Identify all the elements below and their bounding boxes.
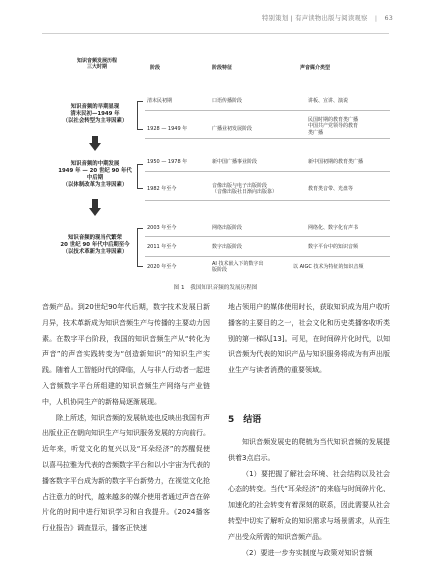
bracket-line <box>137 188 143 189</box>
phase-cell: 2011 年至今 <box>147 244 177 250</box>
header-rule <box>42 33 389 34</box>
type-cell: 数字平台中的知识音频 <box>308 244 359 250</box>
type-cell: 新中国初期的教育类广播 <box>308 159 364 165</box>
type-cell: 讲板、宣讲、演说 <box>308 98 349 104</box>
header-feature: 阶段特征 <box>212 65 233 71</box>
bracket-line <box>137 101 138 129</box>
feature-cell: AI 技术嵌入下的数字出 版阶段 <box>212 261 264 274</box>
right-column-conclusion <box>228 435 390 561</box>
figure-caption: 图 1 我国知识音频的发展历程图 <box>173 285 258 291</box>
header-content-type: 声音媒介类型 <box>300 65 331 71</box>
bracket-line <box>137 129 143 130</box>
type-cell: 教育类音带、光盘等 <box>308 186 354 192</box>
running-title: 特别策划 | 有声读物出版与阅读观察 <box>261 14 368 22</box>
phase-cell: 1950 — 1978 年 <box>147 159 188 165</box>
row-divider <box>145 171 390 172</box>
bracket-line <box>137 228 138 266</box>
feature-cell: 数字出版阶段 <box>212 244 243 250</box>
bracket-line <box>137 228 143 229</box>
header-separator: | <box>374 14 378 22</box>
type-cell: 网络化、数字化有声书 <box>308 225 359 231</box>
period-label-middle: 知识音频的中期发展 1949 年 — 20 世纪 90 年代 中后期 （以体制改革为主导因素） <box>58 161 132 188</box>
period-label-contemporary: 知识音频的现当代繁荣 20 世纪 90 年代中后期至今 （以技术革新为主导因素） <box>60 235 130 255</box>
feature-cell: 网络出版阶段 <box>212 225 243 231</box>
row-divider <box>145 200 390 201</box>
arrow-down-icon <box>89 208 101 216</box>
paragraph: 知识音频发展史的爬梳为当代知识音频的发展提供着3点启示。 <box>228 438 390 462</box>
header-stages: 知识音频发展历程 三大时期 <box>76 58 117 71</box>
phase-cell: 1982 年至今 <box>147 186 177 192</box>
period-label-early: 知识音频的早期显现 清末民初—1949 年 （以社会转型为主导因素） <box>62 104 128 124</box>
left-column <box>42 300 210 537</box>
feature-cell: 音像出版与电子出版阶段 （音像出版社日渐向出版靠） <box>212 183 278 196</box>
phase-cell: 2003 年至今 <box>147 225 177 231</box>
right-column-intro <box>228 300 390 379</box>
bracket-line <box>137 266 143 267</box>
bracket-line <box>137 164 138 188</box>
running-header <box>262 13 393 22</box>
paragraph: 音频产品。到20世纪90年代后期，数字技术发展日新月异，技术革新成为知识音频生产与传播的主要动力因素。在数字平台阶段，我国的知识音频生产从“转化为声音”的声音实践转变为“创造新知识”的知识生产实践。随着人工智能时代的降临，人与非人行动者一起进入音频数字平台所组建的知识音频生产网络与产业链中，人机协同生产的新格局逐渐展现。 <box>42 303 210 406</box>
phase-cell: 1928 — 1949 年 <box>147 126 188 132</box>
paragraph: （2）要进一步夯实制度与政策对知识音频 <box>242 548 373 557</box>
row-divider <box>145 110 390 111</box>
row-divider <box>145 236 390 237</box>
type-cell: 民国时期的教育类广播 中国共产党领导的教育 类广播 <box>308 117 359 136</box>
phase-cell: 2020 年至今 <box>147 264 177 270</box>
feature-cell: 新中国广播事业阶段 <box>212 159 258 165</box>
row-divider <box>145 138 390 139</box>
phase-cell: 清末民初期 <box>147 98 173 104</box>
type-cell: 以 AIGC 技术为特征的知识音频 <box>293 264 364 270</box>
bracket-line <box>137 101 143 102</box>
page-number: 63 <box>384 14 393 22</box>
feature-cell: 广播业初发展阶段 <box>212 126 253 132</box>
header-phase: 阶段 <box>150 65 161 71</box>
row-divider <box>145 256 390 257</box>
paragraph: 地占领用户的媒体使用时长，获取知识成为用户收听播客的主要目的之一，社会文化和历史类播客收听类别的第一梯队[13]。可见，在时间碎片化时代，以知识音频为代表的知识产品与知识服务将成为有声出版业生产与读者消费的重要领域。 <box>228 303 390 375</box>
bracket-line <box>137 164 143 165</box>
feature-cell: 口语传播阶段 <box>212 98 243 104</box>
paragraph: 除上所述，知识音频的发展轨迹也反映出我国有声出版业正在朝向知识生产与知识服务发展的方向前行。近年来，听觉文化的复兴以及“耳朵经济”的苏醒促使以喜马拉雅为代表的音频数字平台和以小宇宙为代表的播客数字平台成为新的数字平台新势力，在视觉文化抢占注意力的时代，越来越多的媒介使用者通过声音在碎片化的时间中进行知识学习和自我提升。《2024播客行业报告》调查显示，播客正快速 <box>42 413 210 533</box>
paragraph: （1）要把握了解社会环境、社会结构以及社会心态的转变。当代“耳朵经济”的来临与时间碎片化、加速化的社会转变有着深刻的联系，因此需要从社会转型中切实了解听众的知识需求与场景需求，从而生产出受众所需的知识音频产品。 <box>228 469 390 541</box>
arrow-down-icon <box>89 143 101 151</box>
section-title: 5 结语 <box>228 415 262 425</box>
